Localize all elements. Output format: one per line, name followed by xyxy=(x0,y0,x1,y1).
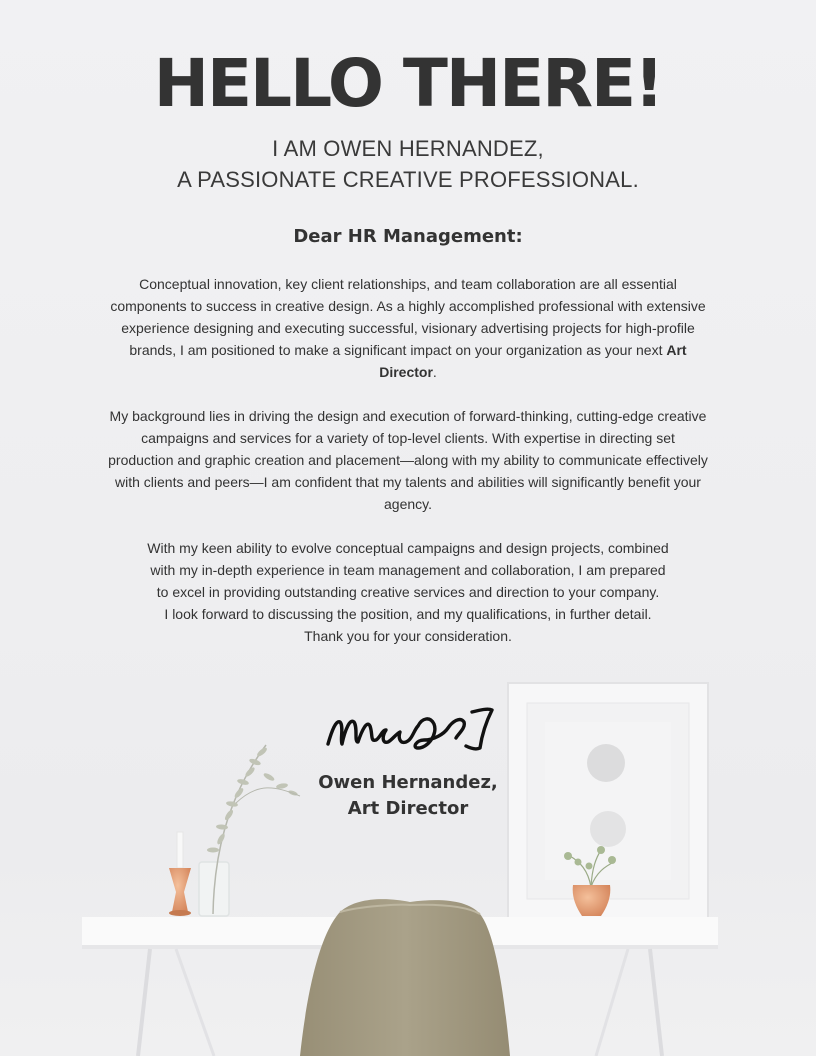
intro-line-name: I AM OWEN HERNANDEZ, xyxy=(272,136,544,161)
intro-line-role: A PASSIONATE CREATIVE PROFESSIONAL. xyxy=(177,167,639,192)
paragraph-1-end: . xyxy=(432,364,437,380)
paragraph-3-line-5: Thank you for your consideration. xyxy=(304,628,512,644)
paragraph-3-line-3: to excel in providing outstanding creative services and direction to your company. xyxy=(156,584,660,600)
paragraph-3-line-4: I look forward to discussing the position, and my qualifications, in further detail. xyxy=(164,606,652,622)
letter-paragraph-3 xyxy=(108,537,708,647)
paragraph-1-text: Conceptual innovation, key client relationships, and team collaboration are all essential components to success in creative design. As a highly accomplished professional with extensive experience designing and executing successful, visionary advertising projects for high-profile brands, I am positioned to make a significant impact on your organization as your next xyxy=(110,276,706,358)
handwritten-signature xyxy=(322,700,497,760)
white-desk xyxy=(82,917,718,1056)
letter-paragraph-2: My background lies in driving the design and execution of forward-thinking, cutting-edge creative campaigns and services for a variety of top-level clients. With expertise in directing set production and graphic creation and placement—along with my ability to communicate effectively with clients and peers—I am confident that my talents and abilities will significantly benefit your agency. xyxy=(108,408,708,512)
paragraph-3-line-2: with my in-depth experience in team management and collaboration, I am prepared xyxy=(150,562,666,578)
copper-candle-holder xyxy=(169,832,191,916)
salutation: Dear HR Management: xyxy=(293,226,523,247)
paragraph-3-line-1: With my keen ability to evolve conceptual campaigns and design projects, combined xyxy=(147,540,669,556)
potted-succulent xyxy=(564,846,616,916)
target-position: Art Director xyxy=(379,342,687,380)
signer-name: Owen Hernandez, xyxy=(318,772,498,793)
letter-paragraph-1 xyxy=(108,273,708,383)
signer-title: Art Director xyxy=(347,798,469,819)
headline: HELLO THERE! xyxy=(153,45,663,122)
chair xyxy=(300,899,510,1056)
